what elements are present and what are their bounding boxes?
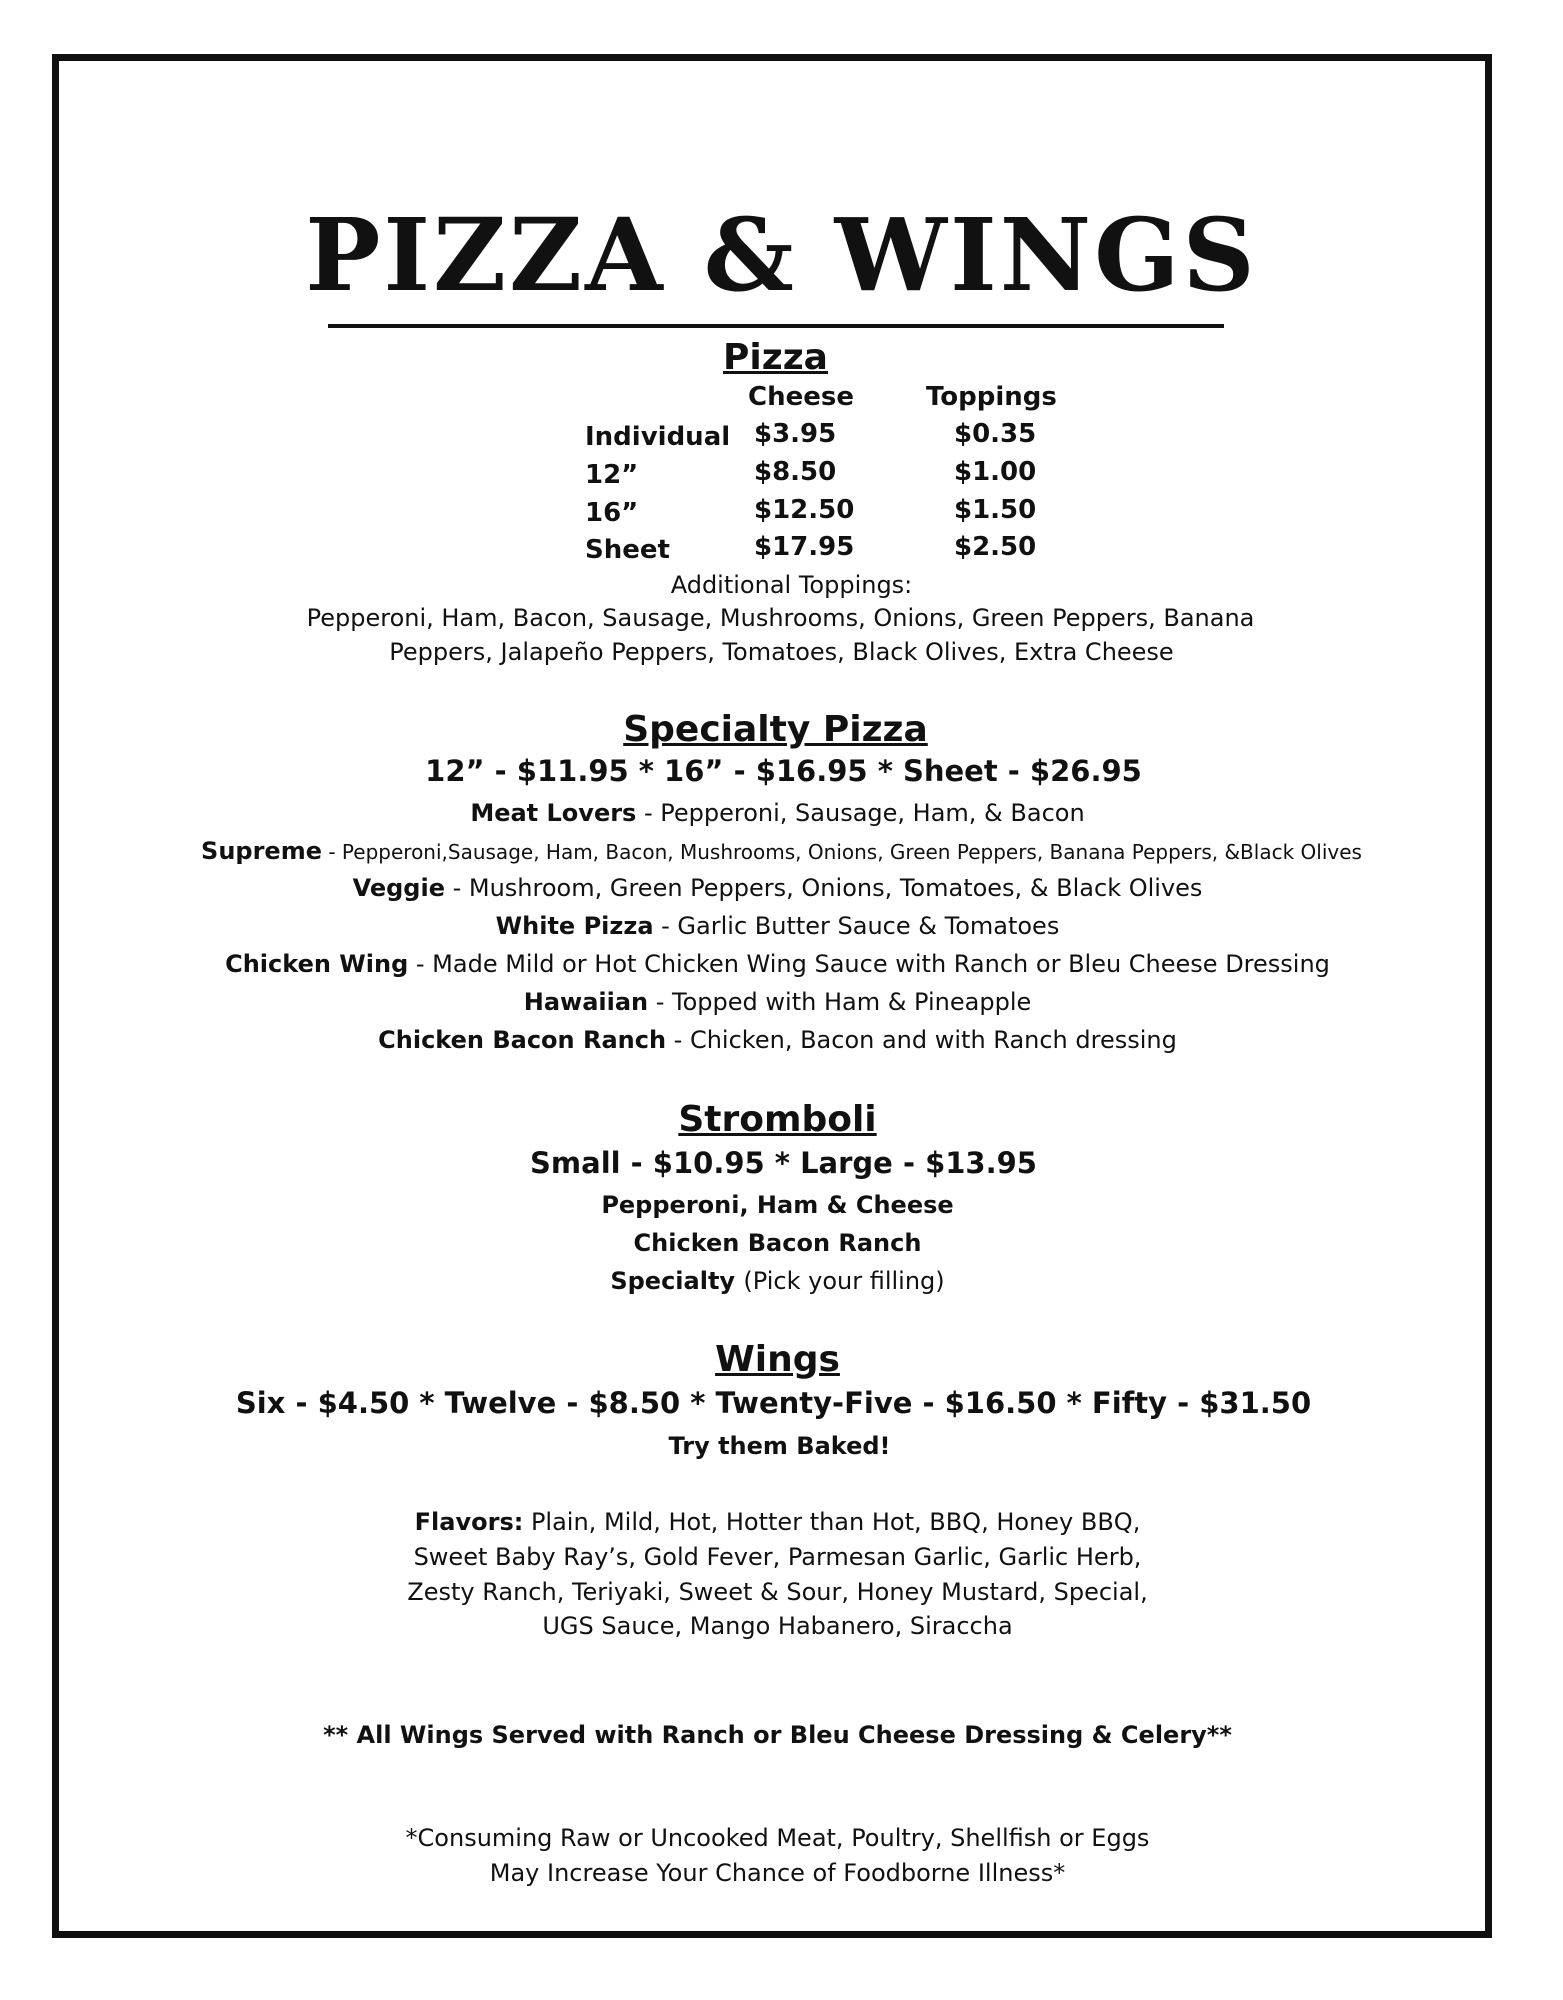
item-desc: (Pick your filling) [743,1267,945,1295]
wings-served-note: ** All Wings Served with Ranch or Bleu Cheese Dressing & Celery** [323,1721,1232,1749]
specialty-pizza-heading: Specialty Pizza [623,709,928,750]
additional-toppings-list: Pepperoni, Ham, Bacon, Sausage, Mushrooms, Onions, Green Peppers, Banana [306,604,1255,632]
wings-heading: Wings [715,1339,840,1380]
food-safety-disclaimer: May Increase Your Chance of Foodborne Illness* [489,1859,1066,1887]
item-desc: - Garlic Butter Sauce & Tomatoes [653,912,1060,940]
stromboli-prices: Small - $10.95 * Large - $13.95 [530,1146,1037,1180]
item-desc: - Topped with Ham & Pineapple [648,988,1032,1016]
topping-price: $2.50 [954,532,1037,562]
stromboli-item: Pepperoni, Ham & Cheese [601,1191,954,1219]
specialty-item [0,914,1559,938]
item-desc: - Pepperoni, Sausage, Ham, & Bacon [636,799,1085,827]
flavors-label: Flavors: [414,1508,524,1536]
specialty-item [0,1028,1559,1052]
wings-flavors [0,1510,1559,1534]
item-name: Hawaiian [523,988,649,1016]
specialty-item [0,876,1559,900]
item-name: Meat Lovers [470,799,637,827]
item-name: Supreme [201,837,322,865]
specialty-prices: 12” - $11.95 * 16” - $16.95 * Sheet - $26.95 [425,754,1142,788]
flavors-list: Sweet Baby Ray’s, Gold Fever, Parmesan Garlic, Garlic Herb, [413,1543,1142,1571]
size-label: 12” [585,460,639,490]
cheese-price: $8.50 [754,457,837,487]
item-name: Chicken Bacon Ranch [378,1026,667,1054]
size-label: Sheet [585,535,670,565]
wings-baked-note: Try them Baked! [668,1432,891,1460]
topping-price: $1.00 [954,457,1037,487]
cheese-price: $3.95 [754,419,837,449]
food-safety-disclaimer: *Consuming Raw or Uncooked Meat, Poultry, Shellfish or Eggs [405,1824,1150,1852]
specialty-item [0,990,1559,1014]
item-name: Chicken Wing [225,950,409,978]
item-name: White Pizza [495,912,654,940]
cheese-price: $17.95 [754,532,855,562]
flavors-list: Plain, Mild, Hot, Hotter than Hot, BBQ, Honey BBQ, [523,1508,1141,1536]
specialty-item [0,801,1559,825]
flavors-list: UGS Sauce, Mango Habanero, Siraccha [542,1612,1013,1640]
item-desc: - Mushroom, Green Peppers, Onions, Tomatoes, & Black Olives [444,874,1203,902]
flavors-list: Zesty Ranch, Teriyaki, Sweet & Sour, Honey Mustard, Special, [407,1578,1148,1606]
col-toppings-header: Toppings [926,382,1057,412]
pizza-heading: Pizza [723,337,828,378]
specialty-item [0,952,1559,976]
cheese-price: $12.50 [754,495,855,525]
specialty-item [0,839,1563,863]
additional-toppings-label: Additional Toppings: [670,571,913,599]
size-label: Individual [585,422,731,452]
item-name: Specialty [610,1267,744,1295]
additional-toppings-list: Peppers, Jalapeño Peppers, Tomatoes, Black Olives, Extra Cheese [389,638,1174,666]
menu-title: PIZZA & WINGS [305,196,1258,314]
item-name: Veggie [352,874,445,902]
wings-prices: Six - $4.50 * Twelve - $8.50 * Twenty-Five - $16.50 * Fifty - $31.50 [235,1386,1312,1420]
stromboli-heading: Stromboli [678,1099,877,1140]
topping-price: $1.50 [954,495,1037,525]
item-desc: - Chicken, Bacon and with Ranch dressing [666,1026,1177,1054]
item-desc: - Made Mild or Hot Chicken Wing Sauce with Ranch or Bleu Cheese Dressing [408,950,1330,978]
topping-price: $0.35 [954,419,1037,449]
stromboli-item [0,1269,1559,1293]
item-desc: - Pepperoni,Sausage, Ham, Bacon, Mushrooms, Onions, Green Peppers, Banana Peppers, &Black Olives [322,840,1362,864]
stromboli-item: Chicken Bacon Ranch [633,1229,922,1257]
col-cheese-header: Cheese [748,382,854,412]
size-label: 16” [585,498,639,528]
title-underline [328,324,1224,328]
